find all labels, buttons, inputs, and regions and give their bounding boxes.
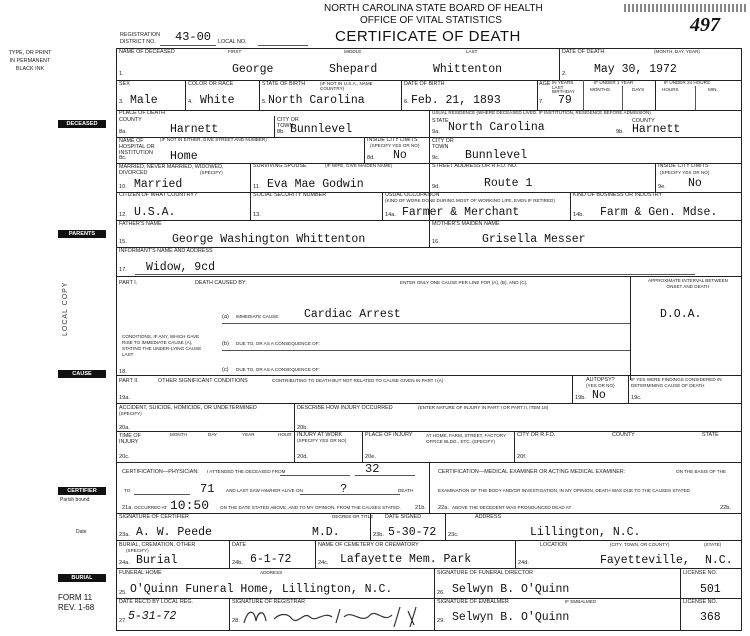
- certifier-degree: M.D.: [312, 526, 340, 539]
- embalmer-value: Selwyn B. O'Quinn: [452, 611, 570, 624]
- residence-county: Harnett: [632, 123, 681, 136]
- certificate-number: 497: [690, 14, 720, 36]
- attended-from-year: 32: [365, 462, 380, 476]
- date-note: Date: [76, 529, 87, 535]
- first-name: George: [232, 63, 274, 76]
- certifier-signature: A. W. Peede: [136, 526, 212, 539]
- place-county: Harnett: [170, 123, 219, 136]
- form-number: FORM 11: [58, 593, 93, 602]
- age-value: 79: [558, 94, 572, 107]
- fd-license-value: 501: [700, 583, 721, 596]
- disposition-value: Burial: [136, 554, 178, 567]
- mother-name: Grisella Messer: [482, 233, 586, 246]
- agency-line-1: NORTH CAROLINA STATE BOARD OF HEALTH: [324, 3, 543, 14]
- race-value: White: [200, 94, 235, 107]
- time-occurred: 10:50: [170, 498, 210, 513]
- location-state: N.C.: [705, 554, 733, 567]
- street-value: Route 1: [484, 177, 533, 190]
- certifier-address: Lillington, N.C.: [530, 526, 641, 539]
- residence-city: Bunnlevel: [465, 149, 528, 162]
- burial-tab: BURIAL: [58, 574, 106, 582]
- spouse-value: Eva Mae Godwin: [267, 178, 364, 191]
- sex-value: Male: [130, 94, 158, 107]
- funeral-director-value: Selwyn B. O'Quinn: [452, 583, 570, 596]
- date-of-birth: Feb. 21, 1893: [411, 94, 501, 107]
- deceased-tab: DECEASED: [58, 120, 106, 128]
- place-city: Bunnlevel: [290, 123, 353, 136]
- cemetery-value: Lafayette Mem. Park: [340, 553, 472, 566]
- local-no-label: LOCAL NO.: [218, 39, 247, 45]
- ink-instruction: TYPE, OR PRINT IN PERMANENT BLACK INK: [8, 50, 52, 72]
- occupation-value: Farmer & Merchant: [402, 206, 520, 219]
- citizen-value: U.S.A.: [134, 206, 176, 219]
- local-copy-label: LOCAL COPY: [62, 281, 69, 336]
- certifier-tab: CERTIFIER: [58, 487, 106, 495]
- registration-label: REGISTRATION: [120, 32, 161, 38]
- date-signed-value: 5-30-72: [388, 526, 437, 539]
- hospital-value: Home: [170, 150, 198, 163]
- marital-value: Married: [134, 178, 183, 191]
- last-name: Whittenton: [433, 63, 503, 76]
- father-name: George Washington Whittenton: [172, 233, 366, 246]
- registrar-signature: [240, 603, 430, 629]
- date-received-value: 5-31-72: [128, 610, 177, 623]
- header-dotted-band: [624, 4, 746, 12]
- registration-number: 43-00: [175, 30, 212, 44]
- district-label: DISTRICT NO.: [120, 39, 156, 45]
- res-inside-city-value: No: [688, 177, 702, 190]
- residence-state: North Carolina: [448, 121, 545, 134]
- date-of-death: May 30, 1972: [594, 63, 677, 76]
- informant-value: Widow, 9cd: [146, 261, 216, 274]
- last-saw-value: ?: [340, 482, 348, 496]
- state-of-birth: North Carolina: [268, 94, 365, 107]
- autopsy-value: No: [592, 389, 606, 402]
- form-revision: REV. 1-68: [58, 603, 95, 612]
- parents-tab: PARENTS: [58, 230, 106, 238]
- funeral-home-value: O'Quinn Funeral Home, Lillington, N.C.: [130, 583, 393, 596]
- name-label: NAME OF DECEASED: [119, 49, 175, 55]
- attended-to-year: 71: [200, 482, 215, 496]
- middle-name: Shepard: [329, 63, 378, 76]
- business-value: Farm & Gen. Mdse.: [600, 206, 718, 219]
- burial-date-value: 6-1-72: [250, 553, 292, 566]
- immediate-cause-value: Cardiac Arrest: [304, 308, 401, 321]
- inside-city-value: No: [393, 149, 407, 162]
- embalmer-license-value: 368: [700, 611, 721, 624]
- onset-interval-value: D.O.A.: [660, 308, 702, 321]
- parish-note: Parish bound: [60, 497, 90, 503]
- agency-line-2: OFFICE OF VITAL STATISTICS: [360, 15, 502, 26]
- location-city: Fayetteville,: [600, 554, 690, 567]
- death-certificate: NORTH CAROLINA STATE BOARD OF HEALTH OFFICE OF VITAL STATISTICS CERTIFICATE OF DEATH REGISTRATION DISTRICT NO. 43-00 LOCAL NO. 497 TYPE, OR PRINT IN PERMANENT BLACK INK LOCAL COPY Parish bound Date FORM 11 REV. 1-68 DECEASED PARENTS CAUSE CERTIFIER BURIAL NAME OF DECEASED FIRST MIDDLE LAST 1. George Shepard Whittenton DATE OF DEATH (MONTH, DAY, YEAR) 2. May 30, 1972 SEX COLOR OR RACE STATE OF BIRTH (IF NOT IN U.S.A., NAME COUNTRY) DATE OF BIRTH AGE IN YEARS LAST BIRTHDAY IF UNDER 1 YEAR MONTHS DAYS IF UNDER 24 HOURS HOURS MIN. 3. Male 4. White 5. North Carolina 6. Feb. 21, 1893 7. 79 PLACE OF DEATH COUNTY USUAL RESIDENCE (WHERE DECEASED LIVED. IF INSTITUTION, RESIDENCE BEFORE ADMISSION) CITY OR TOWN STATE COUNTY 8a. Harnett 8b. Bunnlevel 9a. North Carolina 9b. Harnett NAME OF HOSPITAL OR INSTITUTION (IF NOT IN EITHER, GIVE STREET AND NUMBER) INSIDE CITY LIMITS (SPECIFY YES OR NO) CITY OR TOWN 8c. Home 8d. No 9c. Bunnlevel MARRIED, NEVER MARRIED, WIDOWED, DIVORCED (SPECIFY) SURVIVING SPOUSE (IF WIFE, GIVE MAIDEN NAME) STREET ADDRESS OR R.F.D. NO. INSIDE CITY LIMITS (SPECIFY YES OR NO) 10. Married 11. Eva Mae Godwin 9d. Route 1 9e. No CITIZEN OF WHAT COUNTRY? SOCIAL SECURITY NUMBER USUAL OCCUPATION (KIND OF WORK DONE DURING MOST OF WORKING LIFE, EVEN IF RETIRED) KIND OF BUSINESS OR INDUSTRY 12. U.S.A. 13. 14a. Farmer & Merchant 14b. Farm & Gen. Mdse. FATHER'S NAME MOTHER'S MAIDEN NAME 15. George Washington Whittenton 16. Grisella Messer INFORMANT'S NAME AND ADDRESS 17. Widow, 9cd PART I. DEATH CAUSED BY: ENTER ONLY ONE CAUSE PER LINE FOR (A), (B), AND (C). APPROXIMATE INTERVAL BETWEEN ONSET AND DEATH (a) IMMEDIATE CAUSE: Cardiac Arrest D.O.A. CONDITIONS, IF ANY, WHICH GAVE RISE TO IMMEDIATE CAUSE (A), STATING THE UNDER-LYING CAUSE LAST (b) DUE TO, OR AS A CONSEQUENCE OF: (c) DUE TO, OR AS A CONSEQUENCE OF: 18. PART II. OTHER SIGNIFICANT CONDITIONS CONTRIBUTING TO DEATH BUT NOT RELATED TO CAUSE GIVEN IN PART I (A) AUTOPSY? (YES OR NO) IF YES WERE FINDINGS CONSIDERED IN DETERMINING CAUSE OF DEATH 19a. 19b. No 19c. ACCIDENT, SUICIDE, HOMICIDE, OR UNDETERMINED (SPECIFY) DESCRIBE HOW INJURY OCCURRED (ENTER NATURE OF INJURY IN PART I OR PART II, ITEM 18) 20a. 20b. TIME OF INJURY MONTH DAY YEAR HOUR INJURY AT WORK (SPECIFY YES OR NO) PLACE OF INJURY AT HOME, FARM, STREET, FACTORY OFFICE BLDG., ETC. (SPECIFY) CITY OR R.F.D. COUNTY STATE 20c. 20d. 20e. 20f. CERTIFICATION—PHYSICIAN: I ATTENDED THE DECEASED FROM 32 TO 71 AND LAST SAW HIM/HER ALIVE ON ? DEATH CERTIFICATION—MEDICAL EXAMINER OR ACTING MEDICAL EXAMINER: ON THE BASIS OF THE EXAMINATION OF THE BODY AND/OR INVESTIGATION, IN MY OPINION, DEATH WAS DUE TO THE CAUSES STATED 21a. OCCURRED AT 10:50 ON THE DATE STATED ABOVE, AND TO MY OPINION, FROM THE CAUSES STATED. 21b. 22a. ABOVE THE DECEDENT WAS PRONOUNCED DEAD AT 22b. SIGNATURE OF CERTIFIER DEGREE OR TITLE DATE SIGNED ADDRESS 23a. A. W. Peede M.D. 23b. 5-30-72 23c. Lillington, N.C. BURIAL, CREMATION, OTHER (SPECIFY) DATE NAME OF CEMETERY OR CREMATORY LOCATION (CITY, TOWN, OR COUNTY) (STATE) 24a. Burial 24b. 6-1-72 24c. Lafayette Mem. Park 24d. Fayetteville, N.C. FUNERAL HOME ADDRESS SIGNATURE OF FUNERAL DIRECTOR LICENSE NO. 25. O'Quinn Funeral Home, Lillington, N.C. 26. Selwyn B. O'Quinn 501 DATE REC'D BY LOCAL REG. SIGNATURE OF REGISTRAR SIGNATURE OF EMBALMER IF EMBALMED LICENSE NO. 27. 5-31-72 28. 29. Selwyn B. O'Quinn 368: [0, 0, 750, 636]
- page-title: CERTIFICATE OF DEATH: [335, 28, 521, 45]
- cause-tab: CAUSE: [58, 370, 106, 378]
